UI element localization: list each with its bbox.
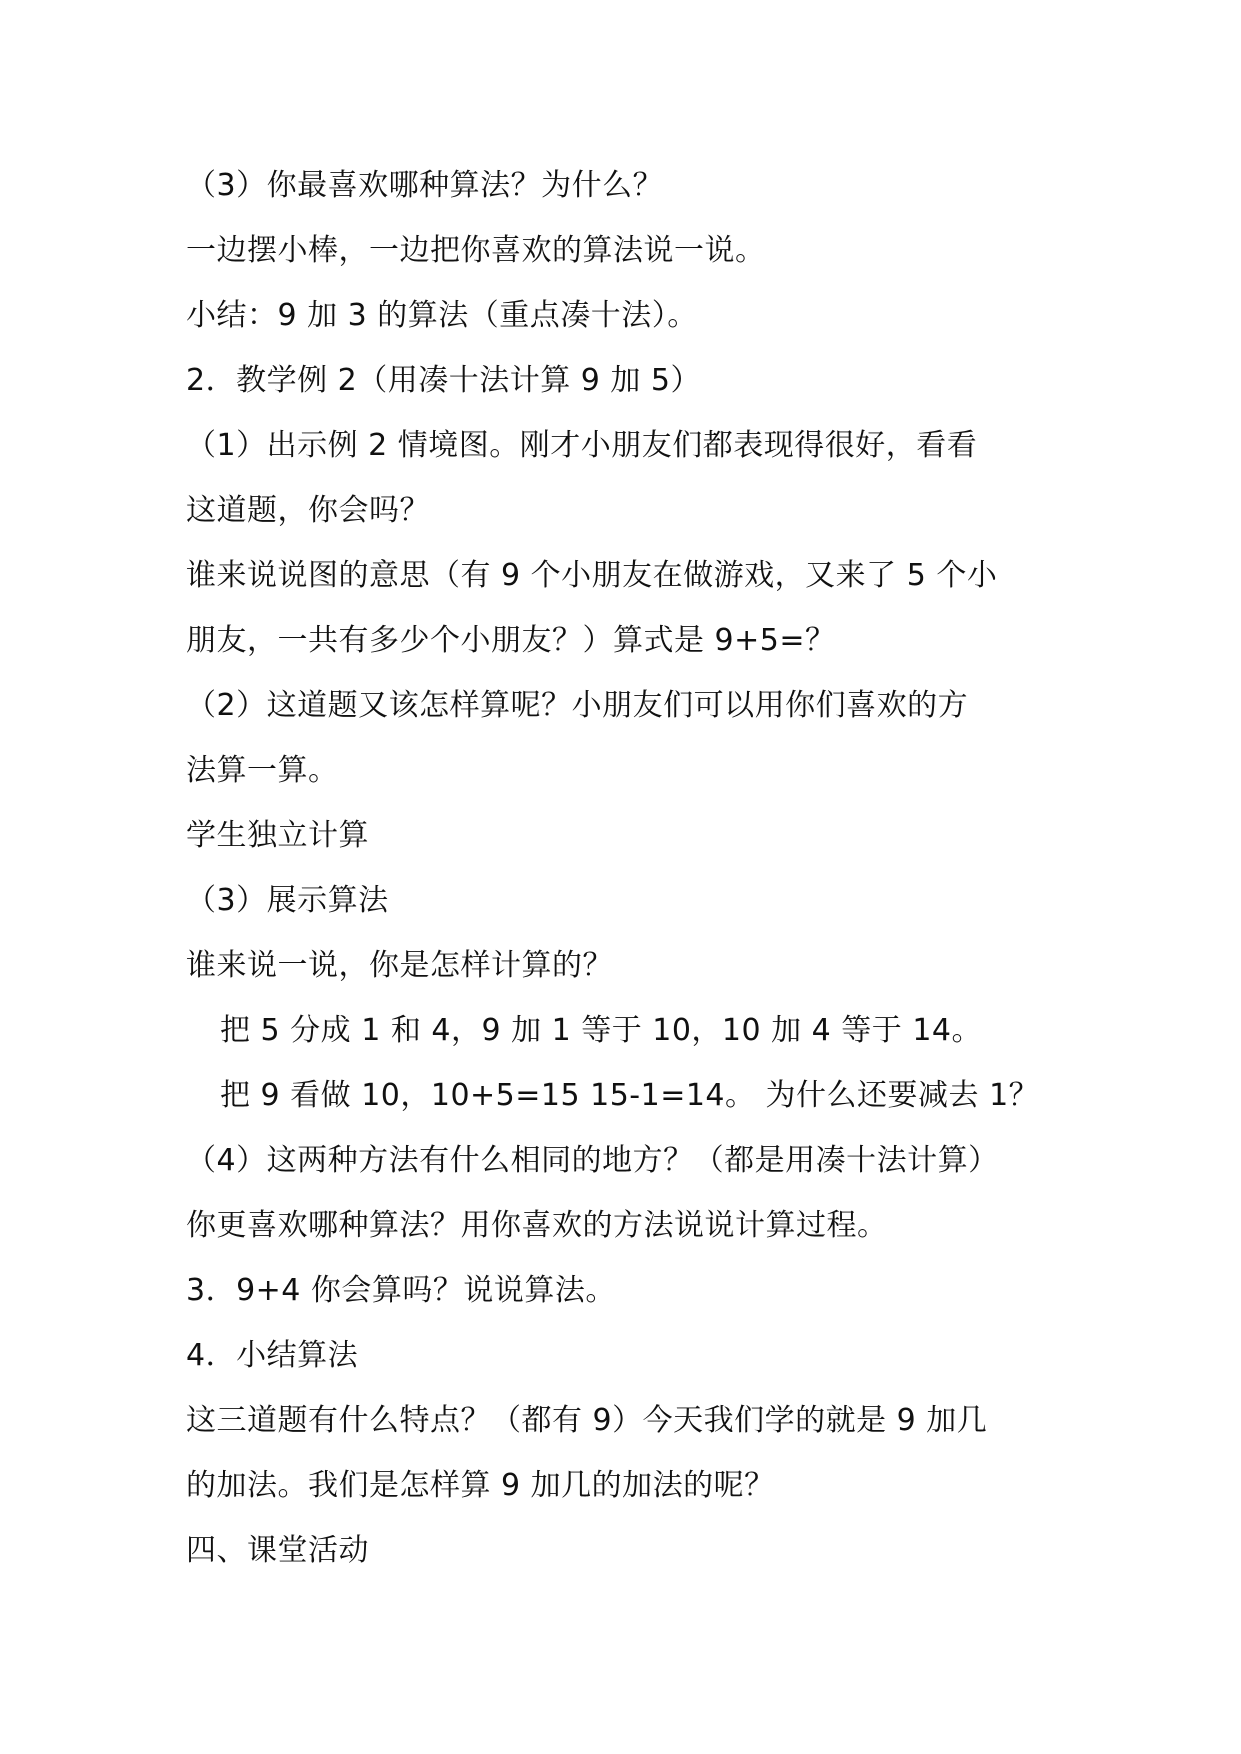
text-line: 的加法。我们是怎样算 9 加几的加法的呢？ <box>186 1468 775 1503</box>
section-heading: 4．小结算法 <box>186 1338 359 1373</box>
section-heading: 四、课堂活动 <box>186 1533 369 1568</box>
section-heading: 3．9+4 你会算吗？说说算法。 <box>186 1273 616 1308</box>
text-line: 谁来说说图的意思（有 9 个小朋友在做游戏，又来了 5 个小 <box>186 558 998 593</box>
text-line: 法算一算。 <box>186 753 339 788</box>
text-line: （2）这道题又该怎样算呢？小朋友们可以用你们喜欢的方 <box>186 688 969 723</box>
text-line: （1）出示例 2 情境图。刚才小朋友们都表现得很好，看看 <box>186 428 978 463</box>
text-line: 你更喜欢哪种算法？用你喜欢的方法说说计算过程。 <box>186 1208 888 1243</box>
text-line: （3）展示算法 <box>186 883 389 918</box>
section-heading: 2．教学例 2（用凑十法计算 9 加 5） <box>186 363 701 398</box>
text-line: 小结：9 加 3 的算法（重点凑十法）。 <box>186 298 698 333</box>
text-line: （3）你最喜欢哪种算法？为什么？ <box>186 168 664 203</box>
method-line: 把 5 分成 1 和 4，9 加 1 等于 10，10 加 4 等于 14。 <box>220 1013 983 1048</box>
text-line: 一边摆小棒，一边把你喜欢的算法说一说。 <box>186 233 766 268</box>
text-line: 学生独立计算 <box>186 818 369 853</box>
text-line: （4）这两种方法有什么相同的地方？（都是用凑十法计算） <box>186 1143 999 1178</box>
method-line: 把 9 看做 10，10+5=15 15-1=14。 为什么还要减去 1？ <box>220 1078 1040 1113</box>
text-line: 这三道题有什么特点？（都有 9）今天我们学的就是 9 加几 <box>186 1403 988 1438</box>
text-line: 谁来说一说，你是怎样计算的？ <box>186 948 613 983</box>
text-line: 朋友，一共有多少个小朋友？）算式是 9+5=？ <box>186 623 836 658</box>
text-line: 这道题，你会吗？ <box>186 493 430 528</box>
document-body <box>186 153 1086 1583</box>
